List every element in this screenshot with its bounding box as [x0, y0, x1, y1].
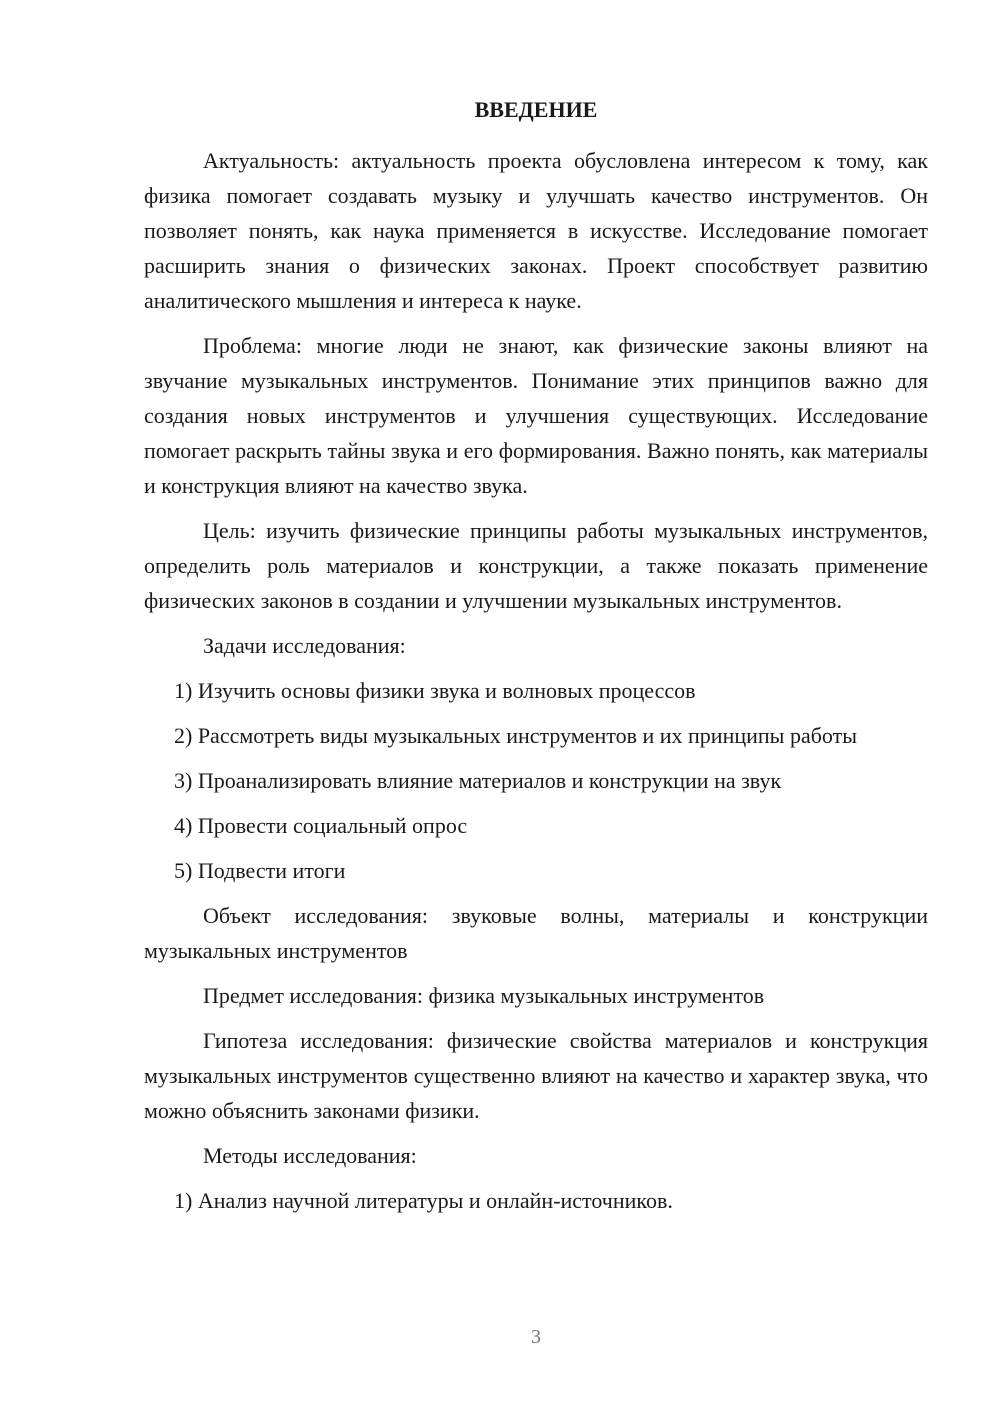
- tasks-heading: Задачи исследования:: [203, 633, 406, 658]
- page-title: ВВЕДЕНИЕ: [474, 97, 598, 122]
- task-item-1: 1) Изучить основы физики звука и волновых процессов: [174, 678, 696, 703]
- method-item-1: 1) Анализ научной литературы и онлайн-источников.: [174, 1188, 673, 1213]
- paragraph-object: Объект исследования: звуковые волны, материалы и конструкции музыкальных инструментов: [144, 903, 928, 963]
- task-item-4: 4) Провести социальный опрос: [174, 813, 468, 838]
- document-body: [144, 143, 928, 1228]
- paragraph-problem: Проблема: многие люди не знают, как физические законы влияют на звучание музыкальных инструментов. Понимание этих принципов важно для создания новых инструментов и улучшения существующих. Исследование помогает раскрыть тайны звука и его формирования. Важно понять, как материалы и конструкция влияют на качество звука.: [144, 333, 928, 498]
- task-item-2: 2) Рассмотреть виды музыкальных инструментов и их принципы работы: [174, 723, 858, 748]
- page-number: 3: [531, 1326, 541, 1348]
- methods-heading: Методы исследования:: [203, 1143, 417, 1168]
- paragraph-hypothesis: Гипотеза исследования: физические свойства материалов и конструкция музыкальных инструментов существенно влияют на качество и характер звука, что можно объяснить законами физики.: [144, 1028, 928, 1123]
- task-item-3: 3) Проанализировать влияние материалов и конструкции на звук: [174, 768, 782, 793]
- paragraph-goal: Цель: изучить физические принципы работы музыкальных инструментов, определить роль материалов и конструкции, а также показать применение физических законов в создании и улучшении музыкальных инструментов.: [144, 518, 928, 613]
- paragraph-relevance: Актуальность: актуальность проекта обусловлена интересом к тому, как физика помогает создавать музыку и улучшать качество инструментов. Он позволяет понять, как наука применяется в искусстве. Исследование помогает расширить знания о физических законах. Проект способствует развитию аналитического мышления и интереса к науке.: [144, 148, 928, 313]
- task-item-5: 5) Подвести итоги: [174, 858, 346, 883]
- paragraph-subject: Предмет исследования: физика музыкальных инструментов: [203, 983, 765, 1008]
